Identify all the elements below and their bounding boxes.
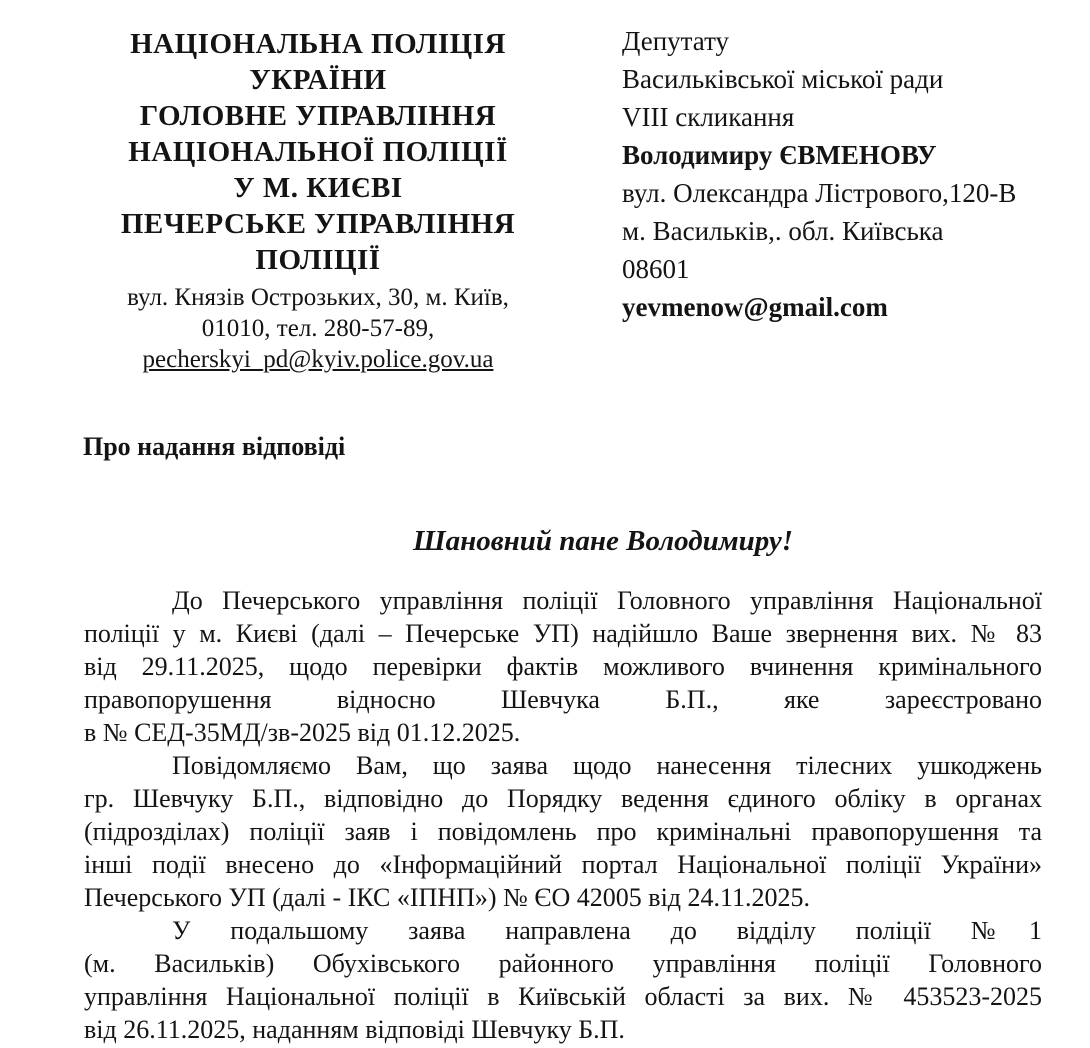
- body-line: інші події внесено до «Інформаційний портал Національної поліції України»: [84, 850, 1042, 879]
- body-line: гр. Шевчуку Б.П., відповідно до Порядку ведення єдиного обліку в органах: [84, 784, 1042, 813]
- sender-org-line: ПОЛІЦІЇ: [255, 244, 381, 276]
- body-line: від 26.11.2025, наданням відповіді Шевчуку Б.П.: [84, 1015, 625, 1044]
- body-line: управління Національної поліції в Київській області за вих. № 453523-2025: [84, 982, 1042, 1011]
- recipient-line: yevmenow@gmail.com: [622, 292, 888, 322]
- sender-org-line: НАЦІОНАЛЬНА ПОЛІЦІЯ: [130, 28, 506, 60]
- recipient-line: Депутату: [622, 26, 730, 56]
- recipient-line: Васильківської міської ради: [622, 64, 944, 94]
- salutation: Шановний пане Володимиру!: [412, 525, 794, 557]
- recipient-line: м. Васильків,. обл. Київська: [622, 216, 944, 246]
- sender-org-line: ГОЛОВНЕ УПРАВЛІННЯ: [139, 100, 497, 132]
- sender-org-line: НАЦІОНАЛЬНОЇ ПОЛІЦІЇ: [128, 136, 508, 168]
- letter-body: [84, 584, 1042, 1046]
- sender-org-line: ПЕЧЕРСЬКЕ УПРАВЛІННЯ: [120, 208, 516, 240]
- paragraph-1: [84, 584, 1042, 749]
- recipient-line: вул. Олександра Лістрового,120-В: [622, 178, 1017, 208]
- paragraph-3: [84, 914, 1042, 1046]
- body-line: (підрозділах) поліції заяв і повідомлень про кримінальні правопорушення та: [84, 817, 1042, 846]
- body-line: У подальшому заява направлена до відділу поліції №1: [172, 916, 1042, 945]
- sender-address-line: 01010, тел. 280-57-89,: [201, 315, 435, 342]
- sender-org-name: [72, 26, 564, 278]
- body-line: правопорушення відносно Шевчука Б.П., яке зареєстровано: [84, 685, 1042, 714]
- recipient-block: [622, 22, 1077, 326]
- body-line: Печерського УП (далі - ІКС «ІПНП») № ЄО 42005 від 24.11.2025.: [84, 883, 811, 912]
- body-line: в № СЕД-35МД/зв-2025 від 01.12.2025.: [84, 718, 521, 747]
- sender-address: [72, 282, 564, 344]
- recipient-line: Володимиру ЄВМЕНОВУ: [622, 140, 937, 170]
- recipient-line: 08601: [622, 254, 690, 284]
- subject-line: Про надання відповіді: [83, 432, 346, 461]
- body-line: Повідомляємо Вам, що заява щодо нанесення тілесних ушкоджень: [172, 751, 1042, 780]
- sender-address-line: вул. Князів Острозьких, 30, м. Київ,: [127, 284, 509, 311]
- sender-block: [72, 26, 564, 375]
- body-line: До Печерського управління поліції Головного управління Національної: [172, 586, 1042, 615]
- body-line: від 29.11.2025, щодо перевірки фактів можливого вчинення кримінального: [84, 652, 1042, 681]
- paragraph-2: [84, 749, 1042, 914]
- sender-org-line: У М. КИЄВІ: [233, 172, 403, 204]
- body-line: поліції у м. Києві (далі – Печерське УП) надійшло Ваше звернення вих. № 83: [84, 619, 1042, 648]
- sender-email: pecherskyi_pd@kyiv.police.gov.ua: [142, 346, 494, 373]
- sender-org-line: УКРАЇНИ: [249, 64, 387, 96]
- body-line: (м. Васильків) Обухівського районного управління поліції Головного: [84, 949, 1042, 978]
- recipient-line: VIII скликання: [622, 102, 795, 132]
